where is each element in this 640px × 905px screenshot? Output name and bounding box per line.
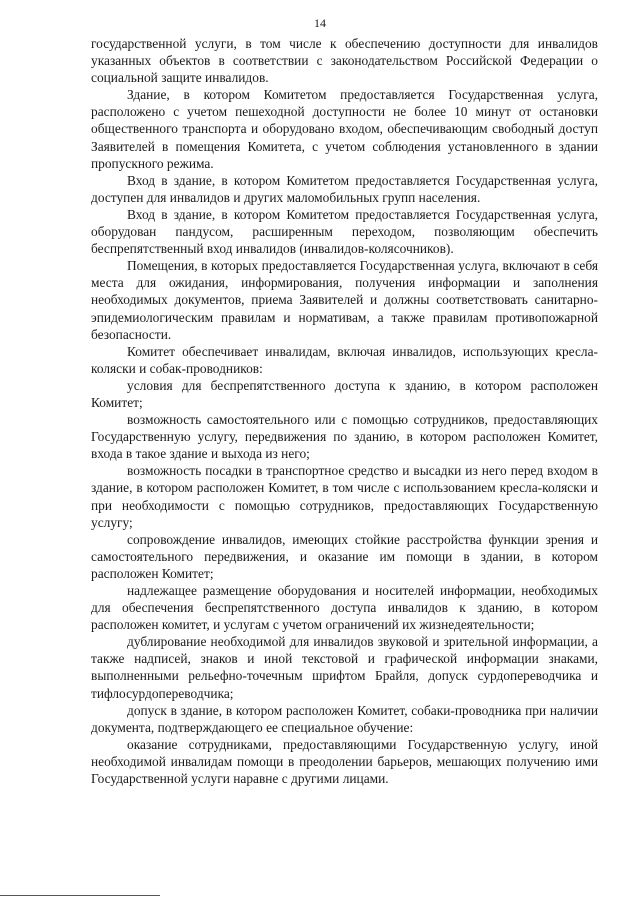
footnote-divider [0,895,160,896]
page-number: 14 [314,16,326,30]
list-item-escort: сопровождение инвалидов, имеющих стойкие расстройства функции зрения и самостоятельного передвижения, и оказание им помощи в здании, в котором расположен Комитет; [91,531,598,581]
list-item-equipment-placement: надлежащее размещение оборудования и носителей информации, необходимых для обеспечения беспрепятственного доступа инвалидов к зданию, в котором расположен комитет, и услугам с учетом ограничений их жизнедеятельности; [91,583,598,633]
paragraph-entrance-ramp: Вход в здание, в котором Комитетом предоставляется Государственная услуга, оборудован пандусом, расширенным переходом, позволяющим обеспечить беспрепятственный вход инвалидов (инвалидов-колясочников). [91,206,598,257]
document-body [91,35,598,787]
list-item-guide-dog: допуск в здание, в котором расположен Комитет, собаки-проводника при наличии документа, подтверждающего ее специальное обучение: [91,702,598,735]
list-item-movement: возможность самостоятельного или с помощью сотрудников, предоставляющих Государственную услугу, передвижения по зданию, в котором расположен Комитет, входа в такое здание и выхода из него; [91,412,598,462]
paragraph-premises: Помещения, в которых предоставляется Государственная услуга, включают в себя места для ожидания, информирования, получения информации и заполнения необходимых документов, приема Заявителей и должны соответствовать санитарно-эпидемиологическим правилам и нормативам, а также правилам противопожарной безопасности. [91,258,598,342]
list-item-assistance: оказание сотрудниками, предоставляющими Государственную услугу, иной необходимой инвалидам помощи в преодолении барьеров, мешающих получению ими Государственной услуги наравне с другими лицами. [91,736,598,787]
paragraph-entrance-access: Вход в здание, в котором Комитетом предоставляется Государственная услуга, доступен для инвалидов и других маломобильных групп населения. [91,172,598,205]
list-item-access-conditions: условия для беспрепятственного доступа к зданию, в котором расположен Комитет; [91,377,598,410]
list-item-transport: возможность посадки в транспортное средство и высадки из него перед входом в здание, в котором расположен Комитет, в том числе с использованием кресла-коляски и при необходимости с помощью сотрудников, предоставляющих Государственную услугу; [91,463,598,530]
paragraph-building-location: Здание, в котором Комитетом предоставляется Государственная услуга, расположено с учетом пешеходной доступности не более 10 минут от остановки общественного транспорта и оборудовано входом, обеспечивающим свободный доступ Заявителей в помещения Комитета, с учетом соблюдения установленного в здании пропускного режима. [91,87,598,171]
paragraph-committee-provides: Комитет обеспечивает инвалидам, включая инвалидов, использующих кресла-коляски и собак-проводников: [91,343,598,376]
paragraph-continuation: государственной услуги, в том числе к обеспечению доступности для инвалидов указанных объектов в соответствии с законодательством Российской Федерации о социальной защите инвалидов. [91,36,598,86]
list-item-information-duplication: дублирование необходимой для инвалидов звуковой и зрительной информации, а также надписей, знаков и иной текстовой и графической информации знаками, выполненными рельефно-точечным шрифтом Брайля, допуск сурдопереводчика и тифлосурдопереводчика; [91,634,598,701]
